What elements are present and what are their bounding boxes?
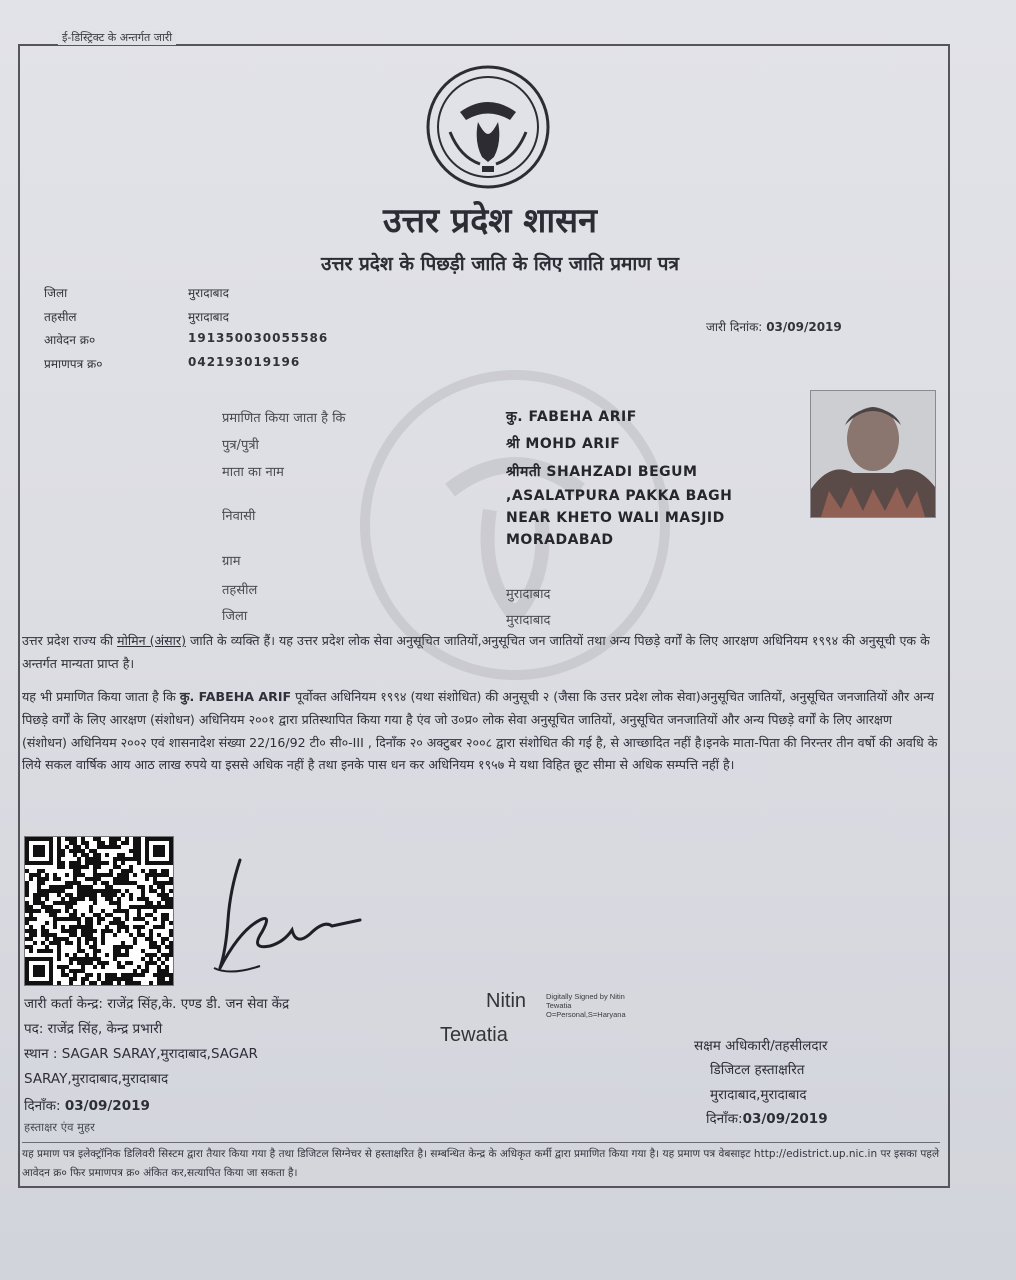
certified-label: प्रमाणित किया जाता है कि xyxy=(222,411,346,426)
caste-statement: उत्तर प्रदेश राज्य की मोमिन (अंसार) जाति के व्यक्ति हैं। यह उत्तर प्रदेश लोक सेवा अनुसूचित जातियों,अनुसूचित जन जातियों तथा अन्य पिछड़े वर्गों के लिए आरक्षण अधिनियम १९९४ की अनुसूची एक के अन्तर्गत मान्यता प्राप्त है। xyxy=(22,633,930,671)
handwritten-signature xyxy=(200,850,370,980)
son-daughter-label: पुत्र/पुत्री xyxy=(222,438,259,453)
issuer-place-line-1: स्थान : SAGAR SARAY,मुरादाबाद,SAGAR xyxy=(24,1046,258,1062)
tehsil-value: मुरादाबाद xyxy=(188,310,230,324)
certificate-no-value: 042193019196 xyxy=(188,355,301,369)
issuer-date: दिनाँक: 03/09/2019 xyxy=(24,1098,150,1114)
footer-note: यह प्रमाण पत्र इलेक्ट्रॉनिक डिलिवरी सिस्टम द्वारा तैयार किया गया है तथा डिजिटल सिग्नेचर से हस्ताक्षरित है। सम्बन्धित केन्द्र के अधिकृत कर्मी द्वारा प्रमाणित किया गया है। यह प्रमाण पत्र वेबसाइट http://edistrict.up.nic.in पर इसका पहले आवेदन क्र० फिर प्रमाणपत्र क्र० अंकित कर,सत्यापित किया जा सकता है। xyxy=(22,1142,940,1183)
up-emblem-icon xyxy=(420,62,556,192)
district-value: मुरादाबाद xyxy=(188,286,230,300)
application-no-value: 191350030055586 xyxy=(188,331,329,345)
address-line-3: MORADABAD xyxy=(506,532,614,548)
signature-seal-label: हस्ताक्षर एंव मुहर xyxy=(24,1120,95,1134)
applicant-name: कु. FABEHA ARIF xyxy=(506,409,637,425)
issue-date: जारी दिनांक: 03/09/2019 xyxy=(706,320,842,334)
district-detail-value: मुरादाबाद xyxy=(506,613,551,628)
district-detail-label: जिला xyxy=(222,609,248,624)
tehsil-label: तहसील xyxy=(44,310,77,324)
certificate-no-label: प्रमाणपत्र क्र० xyxy=(44,357,103,371)
digital-signer-last-name: Tewatia xyxy=(440,1024,508,1046)
address-line-1: ,ASALATPURA PAKKA BAGH xyxy=(506,488,733,504)
certificate-subtitle: उत्तर प्रदेश के पिछड़ी जाति के लिए जाति प्रमाण पत्र xyxy=(321,253,679,275)
district-label: जिला xyxy=(44,286,68,300)
top-note: ई-डिस्ट्रिक्ट के अन्तर्गत जारी xyxy=(58,30,176,45)
qr-code xyxy=(24,836,174,986)
mother-name: श्रीमती SHAHZADI BEGUM xyxy=(506,464,698,480)
resident-label: निवासी xyxy=(222,509,256,524)
digitally-signed-label: डिजिटल हस्ताक्षरित xyxy=(710,1062,805,1078)
digital-signer-first-name: Nitin xyxy=(486,990,527,1012)
father-name: श्री MOHD ARIF xyxy=(506,436,621,452)
village-label: ग्राम xyxy=(222,554,241,569)
tehsil-detail-value: मुरादाबाद xyxy=(506,587,551,602)
authority-date: दिनाँक:03/09/2019 xyxy=(706,1111,828,1127)
tehsil-detail-label: तहसील xyxy=(222,583,258,598)
page-title: उत्तर प्रदेश शासन xyxy=(382,201,597,241)
certification-statement: यह भी प्रमाणित किया जाता है कि कु. FABEHA ARIF पूर्वोक्त अधिनियम १९९४ (यथा संशोधित) की अनुसूची २ (जैसा कि उत्तर प्रदेश लोक सेवा)अनुसूचित जातियों, अनुसूचित जनजातियों और अन्य पिछड़े वर्गों के लिए आरक्षण (संशोधन) अधिनियम २००१ द्वारा प्रतिस्थापित किया गया है एंव जो उ०प्र० लोक सेवा अनुसूचित जातियों, अनुसूचित जनजातियों और अन्य पिछड़े वर्गों के लिए आरक्षण (संशोधन) अधिनियम २००२ एवं शासनादेश संख्या 22/16/92 टी० सी०-III , दिनाँक २० अक्टुबर २००८ द्वारा संशोधित की गई है, से आच्छादित नहीं है।इनके माता-पिता की निरन्तर तीन वर्षो की अवधि के लिये सकल वार्षिक आय आठ लाख रुपये या इससे अधिक नहीं है तथा इनके पास धन कर अधिनियम १९५७ मे यथा विहित छूट सीमा से अधिक सम्पत्ति नहीं है। xyxy=(22,689,938,773)
authority-place: मुरादाबाद,मुरादाबाद xyxy=(710,1087,807,1103)
issuer-post: पद: राजेंद्र सिंह, केन्द्र प्रभारी xyxy=(24,1021,163,1037)
mother-name-label: माता का नाम xyxy=(222,465,284,480)
application-no-label: आवेदन क्र० xyxy=(44,333,96,347)
issuer-place-line-2: SARAY,मुरादाबाद,मुरादाबाद xyxy=(24,1071,169,1087)
address-line-2: NEAR KHETO WALI MASJID xyxy=(506,510,725,526)
authority-title: सक्षम अधिकारी/तहसीलदार xyxy=(694,1038,828,1054)
issuing-center: जारी कर्ता केन्द्र: राजेंद्र सिंह,के. एण्ड डी. जन सेवा केंद्र xyxy=(24,996,290,1012)
applicant-photo xyxy=(810,390,936,518)
digital-signature-details: Digitally Signed by Nitin Tewatia O=Personal,S=Haryana xyxy=(546,992,626,1019)
